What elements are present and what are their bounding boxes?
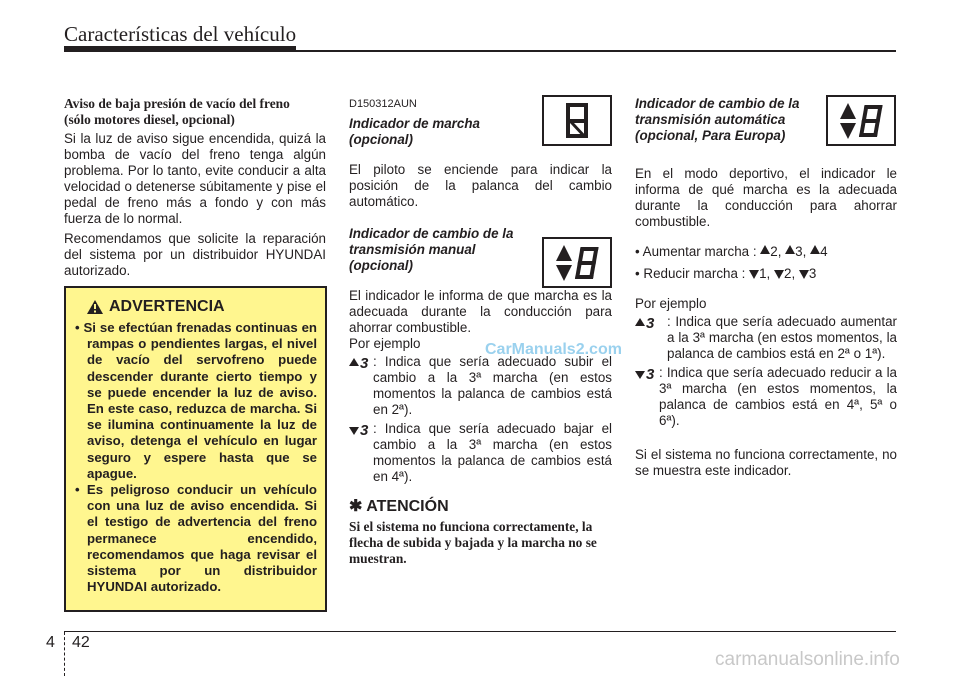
auto-example-downshift-text: : Indica que sería adecuado reducir a la 3ª marcha (en estos momentos, la palanca de cambios está en 4ª, 5ª o 6ª). [659,365,897,428]
auto-example-label: Por ejemplo [635,296,707,311]
auto-shift-heading-line3: (opcional, Para Europa) [635,128,786,143]
column-3 [635,96,897,483]
up-arrow-icon [760,245,770,254]
upshift-3-digit: 3 [646,315,655,332]
warning-title-text: ADVERTENCIA [109,298,225,315]
bullet-upshift-label: • Aumentar marcha : [635,244,761,259]
shift-arrows-8-icon [544,239,610,286]
bullet-upshift-value-3: 4 [820,244,828,259]
bullet-downshift-value-1: 1 [759,266,767,281]
manual-shift-heading-line2: transmisión manual [349,242,476,257]
up-arrow-icon [785,245,795,254]
manual-shift-heading-line1: Indicador de cambio de la [349,226,514,241]
bullet-downshift-value-3: 3 [808,266,817,281]
downshift-3-icon [349,421,373,485]
manual-example-label: Por ejemplo [349,336,421,351]
downshift-3-icon [635,365,659,429]
footer-rule [64,631,896,632]
warning-title [87,298,317,316]
gear-indicator-icon [544,97,610,144]
bullet-downshift-label: • Reducir marcha : [635,266,750,281]
auto-example-upshift-text: : Indica que sería adecuado aumentar a la 3ª marcha (en estos momentos, la palanca de cambios está en 2ª o 1ª). [667,314,897,361]
bullet-upshift-value-2: 3 [795,244,803,259]
warning-triangle-icon [87,300,103,314]
down-arrow-icon [774,270,784,279]
down-arrow-icon [799,270,809,279]
brake-vacuum-para-1: Si la luz de aviso sigue encendida, quizá la bomba de vacío del freno tenga algún problema. Por lo tanto, evite conducir a alta velocidad o detenerse súbitamente y pise el pedal de freno más a fondo y con más fuerza de lo normal. [64,131,326,226]
manual-example-downshift-text: : Indica que sería adecuado bajar el cambio a la 3ª marcha (en estos momentos la palanca de cambios está en 4ª). [373,421,612,484]
footer-page-number: 42 [72,634,90,651]
watermark-carmanualsonline: carmanualsonline.info [715,649,900,670]
bullet-downshift: • Reducir marcha : 1, 2, 3 [635,266,817,281]
up-arrow-icon [810,245,820,254]
auto-shift-heading-line1: Indicador de cambio de la [635,96,800,111]
bullet-downshift-value-2: 2 [784,266,792,281]
upshift-3-icon [349,354,373,418]
brake-vacuum-heading-line2: (sólo motores diesel, opcional) [64,112,235,127]
manual-shift-indicator-image [542,237,612,288]
manual-example-upshift [349,354,612,418]
column-1 [64,96,326,283]
bullet-upshift: • Aumentar marcha : 2, 3, 4 [635,244,828,259]
warning-item-2: • Es peligroso conducir un vehículo con una luz de aviso encendida. Si el testigo de advertencia del freno permanece encendido, recomendamos que haga revisar el sistema por un distribuidor HYUNDAI autorizado. [75,482,317,595]
gear-indicator-heading-line2: (opcional) [349,132,413,147]
watermark-carmanuals2: CarManuals2.com [485,341,622,358]
auto-example-upshift [635,314,897,362]
auto-shift-failure-para: Si el sistema no funciona correctamente, no se muestra este indicador. [635,447,897,478]
brake-vacuum-para-2: Recomendamos que solicite la reparación del sistema por un distribuidor HYUNDAI autorizado. [64,231,326,278]
upshift-3-icon [635,314,667,362]
header-rule [64,50,896,52]
upshift-3-digit: 3 [360,355,369,372]
manual-shift-para: El indicador le informa de que marcha es la adecuada durante la conducción para ahorrar combustible. [349,288,612,335]
downshift-3-digit: 3 [646,366,655,383]
gear-indicator-heading-line1: Indicador de marcha [349,116,480,131]
footer-chapter-number: 4 [46,634,55,651]
down-arrow-icon [749,270,759,279]
section-code: D150312AUN [349,98,417,110]
auto-shift-para: En el modo deportivo, el indicador le informa de qué marcha es la adecuada durante la conducción para ahorrar combustible. [635,166,897,229]
manual-example-upshift-text: : Indica que sería adecuado subir el cambio a la 3ª marcha (en estos momentos la palanca de cambios está en 2ª). [373,354,612,417]
atencion-text: Si el sistema no funciona correctamente, la flecha de subida y bajada y la marcha no se muestran. [349,519,597,566]
column-2 [349,96,612,567]
warning-box [64,286,327,612]
auto-shift-heading-line2: transmisión automática [635,112,786,127]
manual-example-downshift [349,421,612,485]
footer-separator [64,632,65,676]
atencion-title: ✱ ATENCIÓN [349,498,449,515]
manual-shift-heading-line3: (opcional) [349,258,413,273]
bullet-upshift-value-1: 2 [770,244,778,259]
gear-indicator-para: El piloto se enciende para indicar la posición de la palanca del cambio automático. [349,162,612,209]
brake-vacuum-heading-line1: Aviso de baja presión de vacío del freno [64,96,290,111]
gear-indicator-image [542,95,612,146]
auto-example-downshift [635,365,897,429]
warning-item-1: • Si se efectúan frenadas continuas en rampas o pendientes largas, el nivel de vacío del servofreno puede descender durante cierto tiempo y se puede encender la luz de aviso. En este caso, reduzca de marcha. Si se ilumina continuamente la luz de aviso, detenga el vehículo en lugar seguro y espere hasta que se apague. [75,320,317,481]
downshift-3-digit: 3 [360,422,369,439]
page-header-title: Características del vehículo [64,22,297,46]
